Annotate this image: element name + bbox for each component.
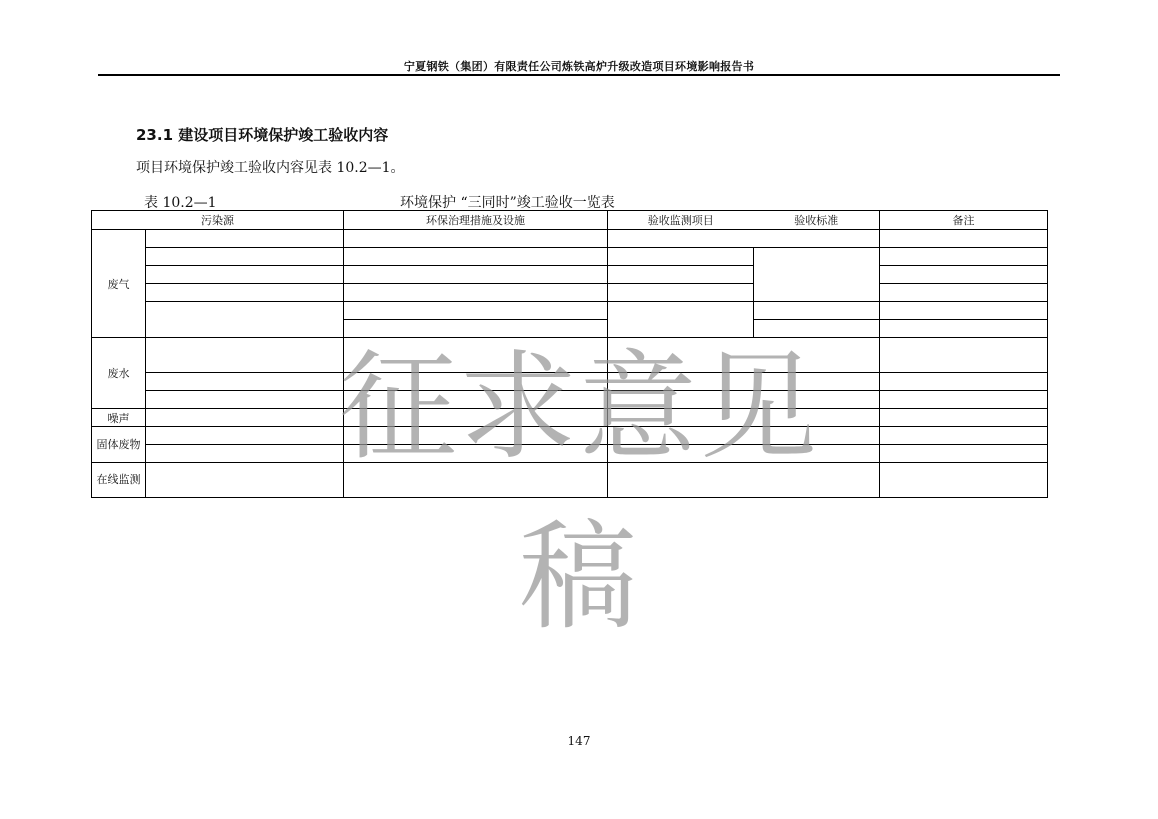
table-row (92, 302, 1048, 320)
category-solid-waste: 固体废物 (92, 427, 146, 463)
table-title: 环境保护 “三同时”竣工验收一览表 (400, 195, 615, 211)
table-row (92, 445, 1048, 463)
header-measures: 环保治理措施及设施 (344, 211, 608, 230)
page-number: 147 (567, 734, 591, 748)
table-row (92, 338, 1048, 373)
acceptance-table (91, 210, 1048, 498)
category-waste-gas: 废气 (92, 230, 146, 338)
header-monitoring: 验收监测项目 (608, 211, 754, 230)
category-waste-water: 废水 (92, 338, 146, 409)
header-source: 污染源 (92, 211, 344, 230)
section-title: 23.1 建设项目环境保护竣工验收内容 (136, 126, 389, 144)
table-row (92, 391, 1048, 409)
category-online-monitoring: 在线监测 (92, 463, 146, 498)
header-remarks: 备注 (880, 211, 1048, 230)
table-row (92, 409, 1048, 427)
table-row (92, 230, 1048, 248)
table-row (92, 427, 1048, 445)
category-noise: 噪声 (92, 409, 146, 427)
table-row (92, 463, 1048, 498)
header-rule (98, 74, 1060, 76)
table-number: 表 10.2—1 (144, 195, 217, 211)
table-header-row (92, 211, 1048, 230)
intro-paragraph: 项目环境保护竣工验收内容见表 10.2—1。 (136, 160, 405, 176)
draft-watermark: 征求意见稿 (338, 338, 819, 646)
document-header: 宁夏钢铁（集团）有限责任公司炼铁高炉升级改造项目环境影响报告书 (403, 60, 755, 73)
table-row (92, 248, 1048, 266)
table-row (92, 266, 1048, 284)
table-row (92, 284, 1048, 302)
header-standard: 验收标准 (754, 211, 880, 230)
table-row (92, 373, 1048, 391)
